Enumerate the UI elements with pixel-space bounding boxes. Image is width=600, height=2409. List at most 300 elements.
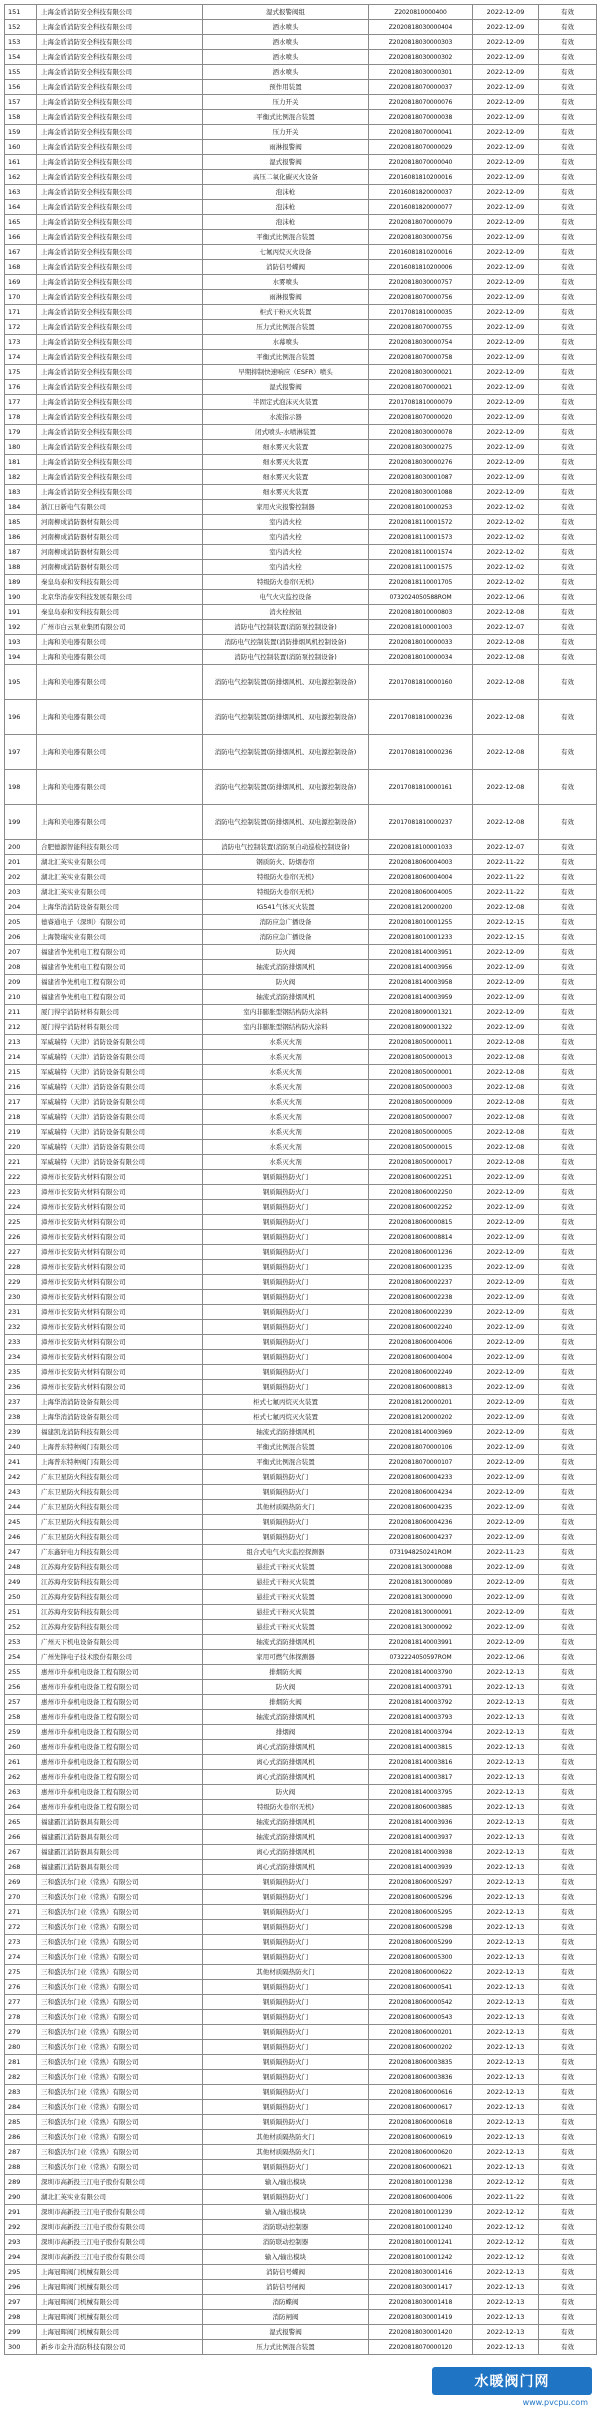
certificate-number-cell: Z2020818060000815	[369, 1215, 473, 1230]
product-name-cell: 轴流式消防排烟风机	[203, 990, 369, 1005]
status-cell: 有效	[539, 470, 597, 485]
certificate-number-cell: Z2020818140003938	[369, 1845, 473, 1860]
status-cell: 有效	[539, 855, 597, 870]
product-name-cell: 湿式报警阀	[203, 380, 369, 395]
certificate-number-cell: Z2020818060004236	[369, 1515, 473, 1530]
product-name-cell: 水雾喷头	[203, 275, 369, 290]
status-cell: 有效	[539, 35, 597, 50]
company-name-cell: 上海金盾消防安全科技有限公司	[37, 380, 203, 395]
table-row	[5, 2055, 597, 2070]
issue-date-cell: 2022-12-13	[473, 2160, 539, 2175]
product-name-cell: 轴流式消防排烟风机	[203, 960, 369, 975]
status-cell: 有效	[539, 1095, 597, 1110]
row-number-cell: 245	[5, 1515, 37, 1530]
row-number-cell: 163	[5, 185, 37, 200]
row-number-cell: 160	[5, 140, 37, 155]
status-cell: 有效	[539, 1395, 597, 1410]
status-cell: 有效	[539, 1500, 597, 1515]
table-row	[5, 930, 597, 945]
row-number-cell: 187	[5, 545, 37, 560]
company-name-cell: 漳州市长安防火材料有限公司	[37, 1335, 203, 1350]
table-row	[5, 215, 597, 230]
product-name-cell: 消防信号蝶阀	[203, 260, 369, 275]
table-row	[5, 1200, 597, 1215]
table-row	[5, 1890, 597, 1905]
product-name-cell: 柜式干粉灭火装置	[203, 305, 369, 320]
row-number-cell: 288	[5, 2160, 37, 2175]
certificate-number-cell: Z2020818110001705	[369, 575, 473, 590]
table-row	[5, 1020, 597, 1035]
status-cell: 有效	[539, 440, 597, 455]
issue-date-cell: 2022-12-08	[473, 650, 539, 665]
table-row	[5, 2205, 597, 2220]
table-row	[5, 2310, 597, 2325]
certificate-number-cell: Z2020818010001255	[369, 915, 473, 930]
status-cell: 有效	[539, 425, 597, 440]
company-name-cell: 上海金盾消防安全科技有限公司	[37, 245, 203, 260]
issue-date-cell: 2022-12-15	[473, 930, 539, 945]
table-row	[5, 700, 597, 735]
status-cell: 有效	[539, 2085, 597, 2100]
certificate-number-cell: Z2020818060004005	[369, 885, 473, 900]
product-name-cell: 离心式消防排烟风机	[203, 1845, 369, 1860]
table-row	[5, 1380, 597, 1395]
certificate-number-cell: Z2020818090001321	[369, 1005, 473, 1020]
status-cell: 有效	[539, 1905, 597, 1920]
status-cell: 有效	[539, 2205, 597, 2220]
row-number-cell: 300	[5, 2340, 37, 2355]
row-number-cell: 204	[5, 900, 37, 915]
company-name-cell: 福建霸江消防器具有限公司	[37, 1830, 203, 1845]
row-number-cell: 298	[5, 2310, 37, 2325]
product-name-cell: 钢质隔热防火门	[203, 1215, 369, 1230]
company-name-cell: 上海金盾消防安全科技有限公司	[37, 305, 203, 320]
issue-date-cell: 2022-12-09	[473, 1185, 539, 1200]
status-cell: 有效	[539, 1230, 597, 1245]
certificate-number-cell: Z2020818060008813	[369, 1380, 473, 1395]
issue-date-cell: 2022-12-12	[473, 2220, 539, 2235]
product-name-cell: 钢质隔热防火门	[203, 1995, 369, 2010]
issue-date-cell: 2022-12-09	[473, 1215, 539, 1230]
certificate-table	[4, 4, 597, 2355]
company-name-cell: 上海和美电器有限公司	[37, 735, 203, 770]
company-name-cell: 漳州市长安防火材料有限公司	[37, 1365, 203, 1380]
row-number-cell: 248	[5, 1560, 37, 1575]
row-number-cell: 182	[5, 470, 37, 485]
table-row	[5, 1935, 597, 1950]
status-cell: 有效	[539, 1005, 597, 1020]
table-row	[5, 1830, 597, 1845]
issue-date-cell: 2022-12-09	[473, 1455, 539, 1470]
table-row	[5, 1800, 597, 1815]
row-number-cell: 208	[5, 960, 37, 975]
product-name-cell: 钢质隔热防火门	[203, 1200, 369, 1215]
company-name-cell: 漳州市长安防火材料有限公司	[37, 1380, 203, 1395]
company-name-cell: 惠州市升泰机电设备工程有限公司	[37, 1710, 203, 1725]
certificate-number-cell: Z2020818140003793	[369, 1710, 473, 1725]
issue-date-cell: 2022-12-09	[473, 200, 539, 215]
row-number-cell: 180	[5, 440, 37, 455]
status-cell: 有效	[539, 915, 597, 930]
certificate-number-cell: Z2020818010001239	[369, 2205, 473, 2220]
status-cell: 有效	[539, 1710, 597, 1725]
certificate-number-cell: Z2020818070000037	[369, 80, 473, 95]
product-name-cell: 雨淋报警阀	[203, 140, 369, 155]
table-row	[5, 2295, 597, 2310]
row-number-cell: 151	[5, 5, 37, 20]
issue-date-cell: 2022-12-09	[473, 1605, 539, 1620]
certificate-number-cell: Z2020818120000201	[369, 1395, 473, 1410]
certificate-number-cell: Z2020818070000020	[369, 410, 473, 425]
row-number-cell: 223	[5, 1185, 37, 1200]
company-name-cell: 上海金盾消防安全科技有限公司	[37, 170, 203, 185]
table-row	[5, 975, 597, 990]
row-number-cell: 261	[5, 1755, 37, 1770]
table-row	[5, 80, 597, 95]
table-row	[5, 1770, 597, 1785]
row-number-cell: 197	[5, 735, 37, 770]
company-name-cell: 惠州市升泰机电设备工程有限公司	[37, 1740, 203, 1755]
row-number-cell: 171	[5, 305, 37, 320]
issue-date-cell: 2022-12-08	[473, 635, 539, 650]
company-name-cell: 上海冠晖阀门机械有限公司	[37, 2310, 203, 2325]
company-name-cell: 惠州市升泰机电设备工程有限公司	[37, 1680, 203, 1695]
issue-date-cell: 2022-12-13	[473, 1875, 539, 1890]
certificate-number-cell: Z2020818060004235	[369, 1500, 473, 1515]
status-cell: 有效	[539, 1635, 597, 1650]
table-row	[5, 485, 597, 500]
status-cell: 有效	[539, 1125, 597, 1140]
issue-date-cell: 2022-12-09	[473, 1470, 539, 1485]
certificate-number-cell: Z2020818030001417	[369, 2280, 473, 2295]
site-watermark-logo	[432, 2367, 592, 2395]
certificate-number-cell: Z2020818130000091	[369, 1605, 473, 1620]
product-name-cell: 钢质隔热防火门	[203, 2025, 369, 2040]
certificate-number-cell: Z2020818140003956	[369, 960, 473, 975]
company-name-cell: 漳州市长安防火材料有限公司	[37, 1320, 203, 1335]
company-name-cell: 惠州市升泰机电设备工程有限公司	[37, 1770, 203, 1785]
row-number-cell: 254	[5, 1650, 37, 1665]
certificate-number-cell: Z2020818050000013	[369, 1050, 473, 1065]
status-cell: 有效	[539, 1605, 597, 1620]
company-name-cell: 上海金盾消防安全科技有限公司	[37, 410, 203, 425]
row-number-cell: 265	[5, 1815, 37, 1830]
company-name-cell: 漳州市长安防火材料有限公司	[37, 1245, 203, 1260]
table-row	[5, 65, 597, 80]
company-name-cell: 军威瑞特（天津）消防设备有限公司	[37, 1155, 203, 1170]
certificate-number-cell: Z2020818030000275	[369, 440, 473, 455]
product-name-cell: 水系灭火剂	[203, 1110, 369, 1125]
certificate-number-cell: Z2016081820000077	[369, 200, 473, 215]
product-name-cell: 钢质隔热防火门	[203, 1335, 369, 1350]
issue-date-cell: 2022-12-09	[473, 1320, 539, 1335]
status-cell: 有效	[539, 560, 597, 575]
product-name-cell: 泡沫枪	[203, 215, 369, 230]
certificate-number-cell: Z2020818060002237	[369, 1275, 473, 1290]
issue-date-cell: 2022-12-08	[473, 1080, 539, 1095]
product-name-cell: 轴流式消防排烟风机	[203, 1710, 369, 1725]
table-row	[5, 605, 597, 620]
certificate-number-cell: Z2020818140003958	[369, 975, 473, 990]
table-row	[5, 230, 597, 245]
certificate-number-cell: 0732224050597ROM	[369, 1650, 473, 1665]
product-name-cell: 悬挂式干粉灭火装置	[203, 1575, 369, 1590]
row-number-cell: 218	[5, 1110, 37, 1125]
issue-date-cell: 2022-12-13	[473, 2325, 539, 2340]
table-row	[5, 2025, 597, 2040]
table-row	[5, 2250, 597, 2265]
status-cell: 有效	[539, 1845, 597, 1860]
row-number-cell: 225	[5, 1215, 37, 1230]
certificate-number-cell: Z2020818050000007	[369, 1110, 473, 1125]
product-name-cell: 水系灭火剂	[203, 1140, 369, 1155]
table-row	[5, 1155, 597, 1170]
table-row	[5, 1515, 597, 1530]
issue-date-cell: 2022-12-02	[473, 545, 539, 560]
certificate-number-cell: Z2020818070000758	[369, 350, 473, 365]
status-cell: 有效	[539, 50, 597, 65]
row-number-cell: 184	[5, 500, 37, 515]
table-row	[5, 1650, 597, 1665]
certificate-number-cell: Z2020818120000200	[369, 900, 473, 915]
issue-date-cell: 2022-12-09	[473, 1335, 539, 1350]
status-cell: 有效	[539, 1350, 597, 1365]
company-name-cell: 新乡市金升消防科技有限公司	[37, 2340, 203, 2355]
certificate-number-cell: Z2020818140003951	[369, 945, 473, 960]
issue-date-cell: 2022-12-13	[473, 1770, 539, 1785]
table-row	[5, 350, 597, 365]
company-name-cell: 福建省争先机电工程有限公司	[37, 975, 203, 990]
issue-date-cell: 2022-12-09	[473, 260, 539, 275]
product-name-cell: 闭式喷头-水喷淋装置	[203, 425, 369, 440]
product-name-cell: 钢质隔热防火门	[203, 2160, 369, 2175]
company-name-cell: 深圳市高新投三江电子股份有限公司	[37, 2205, 203, 2220]
row-number-cell: 222	[5, 1170, 37, 1185]
row-number-cell: 219	[5, 1125, 37, 1140]
table-row	[5, 1080, 597, 1095]
company-name-cell: 上海金盾消防安全科技有限公司	[37, 200, 203, 215]
certificate-number-cell: Z2020818050000009	[369, 1095, 473, 1110]
company-name-cell: 三和盛沃尔门业（常熟）有限公司	[37, 1875, 203, 1890]
table-row	[5, 590, 597, 605]
table-row	[5, 1065, 597, 1080]
row-number-cell: 238	[5, 1410, 37, 1425]
product-name-cell: 洒水喷头	[203, 65, 369, 80]
product-name-cell: 消防电气控制装置(防排烟风机、双电源控制设备)	[203, 770, 369, 805]
company-name-cell: 三和盛沃尔门业（常熟）有限公司	[37, 1980, 203, 1995]
status-cell: 有效	[539, 1515, 597, 1530]
issue-date-cell: 2022-12-06	[473, 590, 539, 605]
status-cell: 有效	[539, 1455, 597, 1470]
issue-date-cell: 2022-12-13	[473, 1920, 539, 1935]
product-name-cell: 早期抑制快速响应（ESFR）喷头	[203, 365, 369, 380]
table-row	[5, 305, 597, 320]
issue-date-cell: 2022-12-09	[473, 1620, 539, 1635]
certificate-number-cell: Z2020818060004004	[369, 1350, 473, 1365]
status-cell: 有效	[539, 380, 597, 395]
status-cell: 有效	[539, 395, 597, 410]
table-row	[5, 2130, 597, 2145]
row-number-cell: 192	[5, 620, 37, 635]
certificate-number-cell: Z2020818060002251	[369, 1170, 473, 1185]
product-name-cell: 防火阀	[203, 975, 369, 990]
status-cell: 有效	[539, 2160, 597, 2175]
company-name-cell: 广东卫星防火科技有限公司	[37, 1485, 203, 1500]
certificate-number-cell: Z2020818060005300	[369, 1950, 473, 1965]
certificate-number-cell: Z2017081810000160	[369, 665, 473, 700]
table-row	[5, 545, 597, 560]
row-number-cell: 194	[5, 650, 37, 665]
product-name-cell: 消防电气控制装置(消防泵控制设备)	[203, 620, 369, 635]
product-name-cell: 悬挂式干粉灭火装置	[203, 1590, 369, 1605]
issue-date-cell: 2022-11-22	[473, 885, 539, 900]
product-name-cell: 输入/输出模块	[203, 2250, 369, 2265]
company-name-cell: 三和盛沃尔门业（常熟）有限公司	[37, 2025, 203, 2040]
status-cell: 有效	[539, 455, 597, 470]
issue-date-cell: 2022-12-13	[473, 1725, 539, 1740]
product-name-cell: 洒水喷头	[203, 50, 369, 65]
product-name-cell: 离心式消防排烟风机	[203, 1770, 369, 1785]
product-name-cell: 室内消火栓	[203, 515, 369, 530]
table-row	[5, 1230, 597, 1245]
table-row	[5, 470, 597, 485]
product-name-cell: 钢质隔热防火门	[203, 1380, 369, 1395]
issue-date-cell: 2022-12-08	[473, 1095, 539, 1110]
certificate-number-cell: Z2020818060005299	[369, 1935, 473, 1950]
status-cell: 有效	[539, 1920, 597, 1935]
certificate-number-cell: Z2020818090001322	[369, 1020, 473, 1035]
status-cell: 有效	[539, 230, 597, 245]
company-name-cell: 湖北汇英实业有限公司	[37, 885, 203, 900]
product-name-cell: 预作用装置	[203, 80, 369, 95]
row-number-cell: 207	[5, 945, 37, 960]
status-cell: 有效	[539, 2220, 597, 2235]
company-name-cell: 广州先锋电子技术股份有限公司	[37, 1650, 203, 1665]
table-row	[5, 35, 597, 50]
company-name-cell: 三和盛沃尔门业（常熟）有限公司	[37, 2040, 203, 2055]
issue-date-cell: 2022-12-12	[473, 2175, 539, 2190]
issue-date-cell: 2022-12-13	[473, 1995, 539, 2010]
status-cell: 有效	[539, 1050, 597, 1065]
issue-date-cell: 2022-12-13	[473, 2100, 539, 2115]
product-name-cell: 平衡式比例混合装置	[203, 350, 369, 365]
table-row	[5, 1410, 597, 1425]
company-name-cell: 福建省争先机电工程有限公司	[37, 990, 203, 1005]
issue-date-cell: 2022-12-13	[473, 1755, 539, 1770]
certificate-number-cell: Z2020818140003815	[369, 1740, 473, 1755]
table-row	[5, 1635, 597, 1650]
certificate-number-cell: Z2020818070000040	[369, 155, 473, 170]
certificate-number-cell: Z2016081810200016	[369, 170, 473, 185]
status-cell: 有效	[539, 1935, 597, 1950]
certificate-number-cell: Z2020818060004233	[369, 1470, 473, 1485]
row-number-cell: 181	[5, 455, 37, 470]
product-name-cell: 钢质隔热防火门	[203, 2040, 369, 2055]
status-cell: 有效	[539, 500, 597, 515]
certificate-number-cell: Z2020818070000106	[369, 1440, 473, 1455]
company-name-cell: 军威瑞特（天津）消防设备有限公司	[37, 1050, 203, 1065]
certificate-number-cell: Z2020818100001033	[369, 840, 473, 855]
row-number-cell: 200	[5, 840, 37, 855]
issue-date-cell: 2022-12-09	[473, 245, 539, 260]
certificate-number-cell: Z2020818140003937	[369, 1830, 473, 1845]
issue-date-cell: 2022-12-09	[473, 1170, 539, 1185]
row-number-cell: 242	[5, 1470, 37, 1485]
issue-date-cell: 2022-12-13	[473, 1950, 539, 1965]
company-name-cell: 上海金盾消防安全科技有限公司	[37, 35, 203, 50]
row-number-cell: 272	[5, 1920, 37, 1935]
row-number-cell: 267	[5, 1845, 37, 1860]
row-number-cell: 206	[5, 930, 37, 945]
certificate-number-cell: Z2020818060000618	[369, 2115, 473, 2130]
product-name-cell: 排烟阀	[203, 1725, 369, 1740]
status-cell: 有效	[539, 1185, 597, 1200]
status-cell: 有效	[539, 215, 597, 230]
issue-date-cell: 2022-12-08	[473, 1050, 539, 1065]
row-number-cell: 291	[5, 2205, 37, 2220]
company-name-cell: 上海和美电器有限公司	[37, 770, 203, 805]
product-name-cell: 轴流式消防排烟风机	[203, 1635, 369, 1650]
issue-date-cell: 2022-12-09	[473, 1485, 539, 1500]
table-row	[5, 95, 597, 110]
company-name-cell: 三和盛沃尔门业（常熟）有限公司	[37, 1965, 203, 1980]
company-name-cell: 福建霸江消防器具有限公司	[37, 1845, 203, 1860]
product-name-cell: 平衡式比例混合装置	[203, 230, 369, 245]
table-row	[5, 560, 597, 575]
company-name-cell: 惠州市升泰机电设备工程有限公司	[37, 1665, 203, 1680]
issue-date-cell: 2022-12-09	[473, 395, 539, 410]
row-number-cell: 162	[5, 170, 37, 185]
certificate-number-cell: Z2020818130000089	[369, 1575, 473, 1590]
row-number-cell: 220	[5, 1140, 37, 1155]
certificate-number-cell: 0732024050588ROM	[369, 590, 473, 605]
issue-date-cell: 2022-12-09	[473, 1365, 539, 1380]
row-number-cell: 172	[5, 320, 37, 335]
issue-date-cell: 2022-12-09	[473, 440, 539, 455]
issue-date-cell: 2022-12-13	[473, 2055, 539, 2070]
status-cell: 有效	[539, 960, 597, 975]
table-row	[5, 395, 597, 410]
table-row	[5, 1755, 597, 1770]
certificate-number-cell: Z2020818050000001	[369, 1065, 473, 1080]
row-number-cell: 292	[5, 2220, 37, 2235]
table-row	[5, 665, 597, 700]
product-name-cell: 钢质隔热防火门	[203, 2055, 369, 2070]
row-number-cell: 217	[5, 1095, 37, 1110]
status-cell: 有效	[539, 1425, 597, 1440]
status-cell: 有效	[539, 1485, 597, 1500]
row-number-cell: 198	[5, 770, 37, 805]
row-number-cell: 273	[5, 1935, 37, 1950]
table-row	[5, 2040, 597, 2055]
status-cell: 有效	[539, 1650, 597, 1665]
company-name-cell: 三和盛沃尔门业（常熟）有限公司	[37, 1995, 203, 2010]
status-cell: 有效	[539, 1755, 597, 1770]
row-number-cell: 232	[5, 1320, 37, 1335]
certificate-number-cell: Z2020818060004006	[369, 1335, 473, 1350]
issue-date-cell: 2022-12-02	[473, 515, 539, 530]
status-cell: 有效	[539, 2295, 597, 2310]
row-number-cell: 286	[5, 2130, 37, 2145]
table-row	[5, 1740, 597, 1755]
product-name-cell: 家用可燃气体探测器	[203, 1650, 369, 1665]
issue-date-cell: 2022-12-08	[473, 1155, 539, 1170]
table-row	[5, 2115, 597, 2130]
product-name-cell: 钢质隔热防火门	[203, 1905, 369, 1920]
issue-date-cell: 2022-12-13	[473, 1980, 539, 1995]
product-name-cell: 消防电气控制装置(防排烟风机、双电源控制设备)	[203, 700, 369, 735]
row-number-cell: 156	[5, 80, 37, 95]
